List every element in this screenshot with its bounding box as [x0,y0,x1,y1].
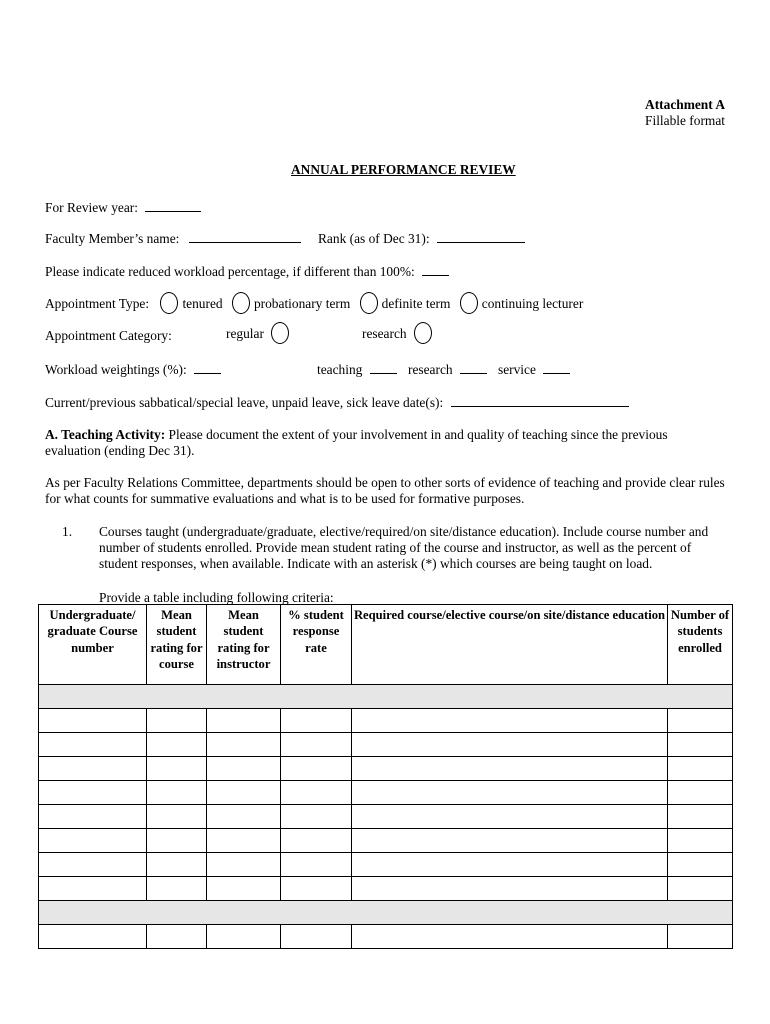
shaded-cell [39,901,733,925]
table-cell[interactable] [39,829,147,853]
table-cell[interactable] [352,805,668,829]
table-cell[interactable] [281,829,352,853]
table-cell[interactable] [147,733,207,757]
rank-label: Rank (as of Dec 31): [318,231,430,246]
table-shaded-row [39,901,733,925]
table-row [39,781,733,805]
leave-row [45,394,629,411]
option-tenured: tenured [182,296,223,311]
attachment-format: Fillable format [645,113,725,128]
faculty-name-label: Faculty Member’s name: [45,231,180,246]
table-cell[interactable] [281,853,352,877]
weighting-teaching-field[interactable] [370,361,397,374]
table-cell[interactable] [281,925,352,949]
table-header-row [39,605,733,685]
option-definite-term: definite term [381,296,451,311]
section-a-paragraph: As per Faculty Relations Committee, departments should be open to other sorts of evidence of teaching and provide clear rules for what counts for summative evaluations and what is to be used for formative purposes. [45,475,725,506]
table-cell[interactable] [281,877,352,901]
radio-definite-term[interactable] [360,292,378,314]
table-cell[interactable] [668,733,733,757]
header-mean-rating-course: Mean student rating for course [147,605,207,685]
table-body [39,685,733,949]
table-cell[interactable] [281,709,352,733]
table-row [39,709,733,733]
weighting-teaching-label: teaching [317,362,363,377]
table-cell[interactable] [281,781,352,805]
table-cell[interactable] [352,709,668,733]
table-row [39,829,733,853]
shaded-cell [39,685,733,709]
table-row [39,805,733,829]
header-students-enrolled: Number of students enrolled [668,605,733,685]
courses-table [38,604,733,949]
table-cell[interactable] [352,829,668,853]
table-cell[interactable] [147,781,207,805]
table-cell[interactable] [668,709,733,733]
leave-label: Current/previous sabbatical/special leave, unpaid leave, sick leave date(s): [45,395,444,410]
workload-weightings-label: Workload weightings (%): [45,362,187,377]
category-regular-group [226,323,293,346]
review-year-row [45,199,201,216]
table-cell[interactable] [207,925,281,949]
workload-pct-field[interactable] [422,263,449,276]
table-cell[interactable] [207,805,281,829]
table-cell[interactable] [39,781,147,805]
weighting-research-field[interactable] [460,361,487,374]
table-cell[interactable] [207,733,281,757]
appointment-category-label: Appointment Category: [45,328,172,343]
review-year-field[interactable] [145,199,201,212]
table-cell[interactable] [668,805,733,829]
leave-field[interactable] [451,394,629,407]
page-title: ANNUAL PERFORMANCE REVIEW [291,162,516,177]
table-cell[interactable] [352,757,668,781]
table-shaded-row [39,685,733,709]
table-cell[interactable] [668,877,733,901]
table-cell[interactable] [39,925,147,949]
table-cell[interactable] [207,781,281,805]
table-cell[interactable] [668,829,733,853]
workload-pct-label: Please indicate reduced workload percentage, if different than 100%: [45,264,415,279]
table-cell[interactable] [281,757,352,781]
weightings-service [498,361,570,378]
header-mean-rating-instructor: Mean student rating for instructor [207,605,281,685]
table-cell[interactable] [39,877,147,901]
section-a-heading: A. Teaching Activity: [45,427,166,442]
rank-row [318,230,525,247]
radio-regular[interactable] [271,322,289,344]
table-cell[interactable] [147,925,207,949]
table-row [39,877,733,901]
table-row [39,853,733,877]
table-cell[interactable] [668,757,733,781]
table-cell[interactable] [147,877,207,901]
table-cell[interactable] [39,733,147,757]
table-cell[interactable] [668,925,733,949]
option-regular: regular [226,326,264,341]
radio-tenured[interactable] [160,292,178,314]
table-cell[interactable] [352,877,668,901]
header-course-number: Undergraduate/ graduate Course number [39,605,147,685]
table-cell[interactable] [207,829,281,853]
rank-field[interactable] [437,230,525,243]
table-cell[interactable] [281,733,352,757]
header-course-type: Required course/elective course/on site/distance education [352,605,668,685]
table-cell[interactable] [147,805,207,829]
review-year-label: For Review year: [45,200,138,215]
table-cell[interactable] [352,733,668,757]
radio-research[interactable] [414,322,432,344]
weightings-teaching [317,361,397,378]
table-cell[interactable] [39,709,147,733]
radio-continuing-lecturer[interactable] [460,292,478,314]
table-cell[interactable] [207,877,281,901]
table-row [39,733,733,757]
table-cell[interactable] [352,781,668,805]
faculty-name-field[interactable] [189,230,301,243]
table-cell[interactable] [147,829,207,853]
table-cell[interactable] [668,781,733,805]
radio-probationary-term[interactable] [232,292,250,314]
table-cell[interactable] [147,709,207,733]
table-cell[interactable] [147,853,207,877]
table-cell[interactable] [352,853,668,877]
header-response-rate: % student response rate [281,605,352,685]
option-continuing-lecturer: continuing lecturer [481,296,584,311]
option-research: research [362,326,407,341]
table-cell[interactable] [668,853,733,877]
table-cell[interactable] [147,757,207,781]
weighting-research-label: research [408,362,453,377]
table-cell[interactable] [207,853,281,877]
table-cell[interactable] [281,805,352,829]
workload-weightings-field[interactable] [194,361,221,374]
faculty-name-row [45,230,301,247]
weighting-service-label: service [498,362,536,377]
table-cell[interactable] [39,853,147,877]
category-research-group [362,323,436,346]
table-cell[interactable] [39,805,147,829]
table-cell[interactable] [39,757,147,781]
table-cell[interactable] [207,709,281,733]
section-a-intro [45,427,725,459]
appointment-type-row [45,293,583,316]
option-probationary-term: probationary term [253,296,351,311]
workload-pct-row [45,263,449,280]
item-text: Courses taught (undergraduate/graduate, elective/required/on site/distance education). Include course number and number of students enrolled. Provide mean student rating of the course and instructor, as well as the percent of student responses, when available. Indicate with an asterisk (*) which courses are being taught on load. [99,524,709,571]
table-row [39,757,733,781]
table-intro: Provide a table including following criteria: [99,590,334,605]
section-a-text: Please document the extent of your involvement in and quality of teaching since the previous evaluation (ending Dec 31). [45,427,668,458]
table-cell[interactable] [207,757,281,781]
workload-weightings-row [45,361,221,378]
appointment-type-label: Appointment Type: [45,296,150,311]
weightings-research [408,361,487,378]
item-number: 1. [62,524,73,539]
table-row [39,925,733,949]
attachment-label: Attachment A [645,97,725,112]
table-cell[interactable] [352,925,668,949]
weighting-service-field[interactable] [543,361,570,374]
